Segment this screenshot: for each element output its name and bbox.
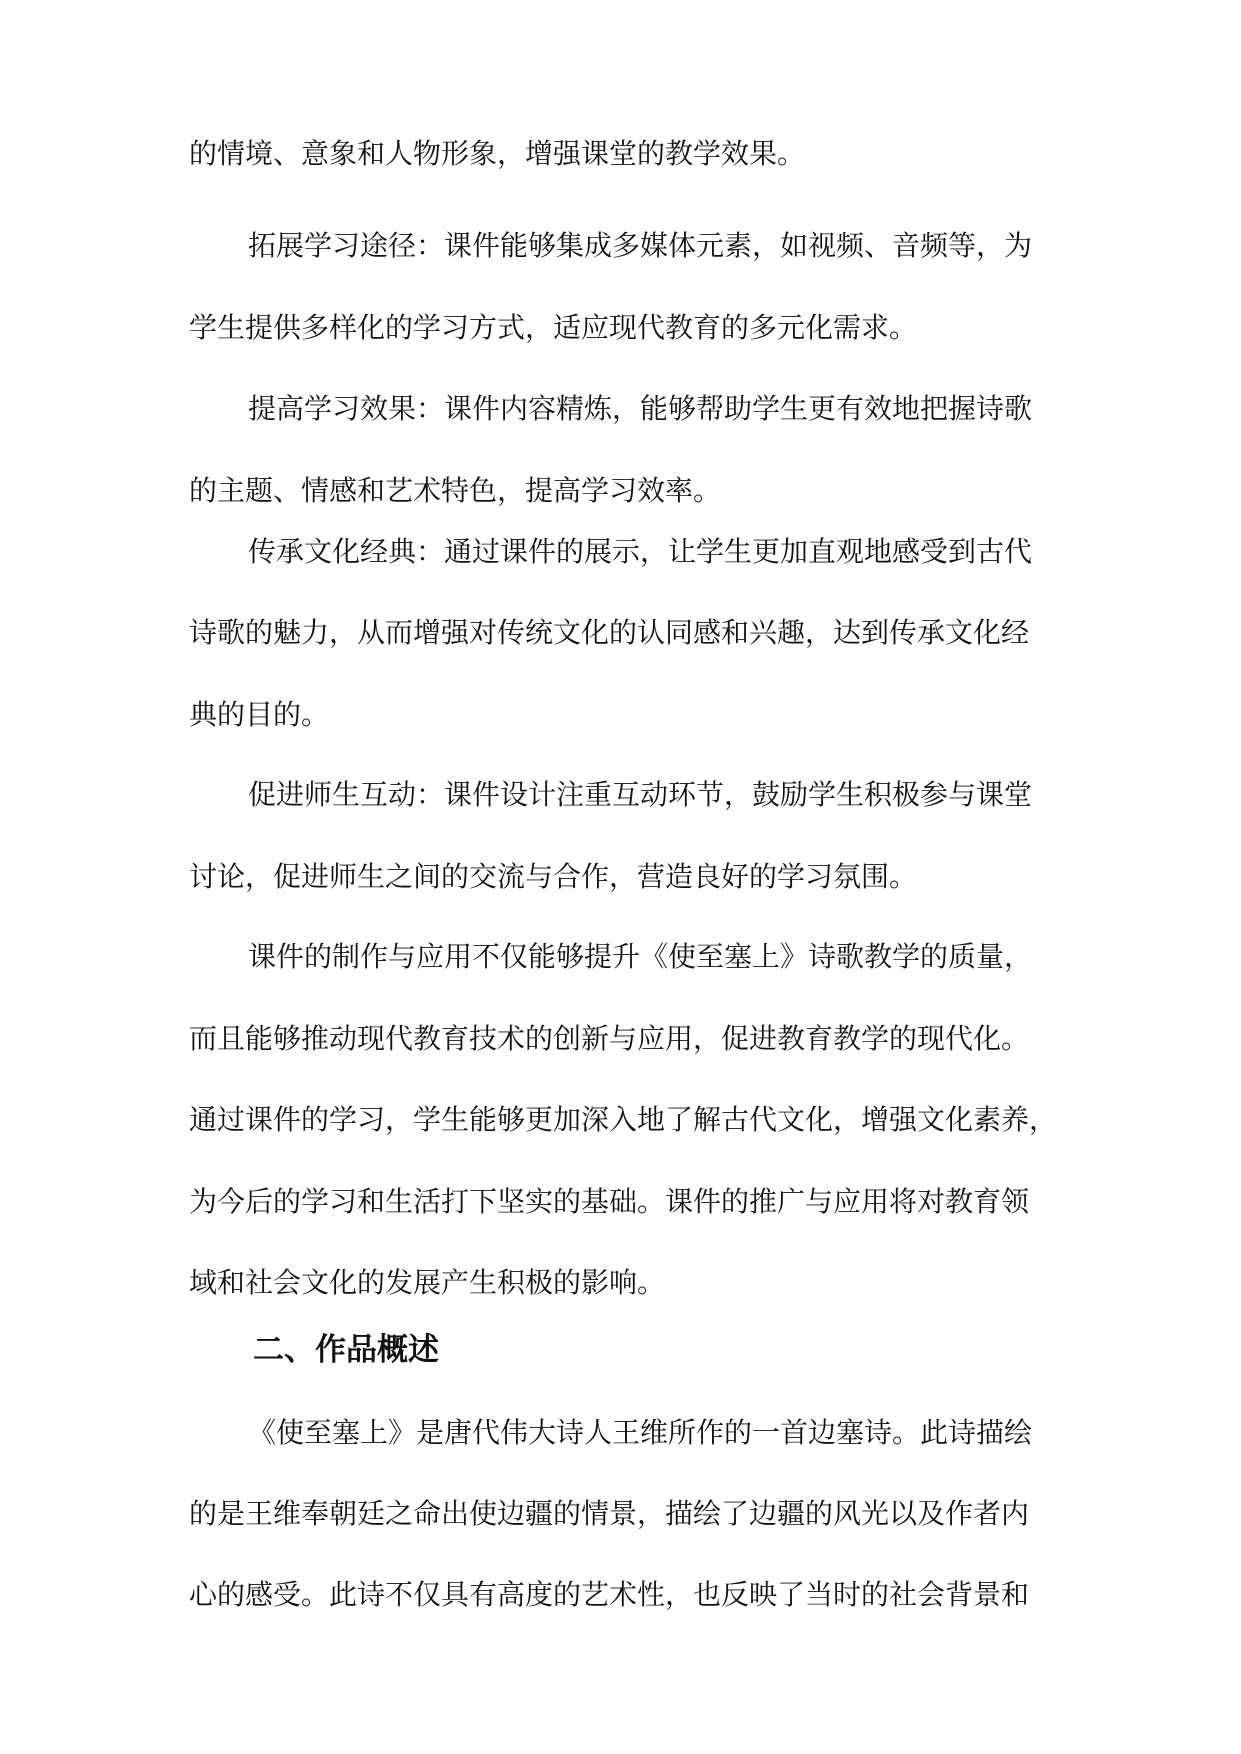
- paragraph-line: 典的目的。: [189, 698, 330, 731]
- paragraph-line: 域和社会文化的发展产生积极的影响。: [189, 1266, 666, 1299]
- paragraph-line: 传承文化经典：通过课件的展示，让学生更加直观地感受到古代: [248, 535, 1033, 568]
- paragraph-line: 提高学习效果：课件内容精炼，能够帮助学生更有效地把握诗歌: [248, 392, 1033, 425]
- paragraph-line: 通过课件的学习，学生能够更加深入地了解古代文化，增强文化素养，: [189, 1103, 1058, 1136]
- paragraph-line: 促进师生互动：课件设计注重互动环节，鼓励学生积极参与课堂: [248, 778, 1033, 811]
- section-heading: 二、作品概述: [253, 1332, 439, 1368]
- paragraph-line: 心的感受。此诗不仅具有高度的艺术性，也反映了当时的社会背景和: [189, 1578, 1030, 1611]
- paragraph-line: 讨论，促进师生之间的交流与合作，营造良好的学习氛围。: [189, 860, 918, 893]
- paragraph-line: 的情境、意象和人物形象，增强课堂的教学效果。: [189, 137, 806, 170]
- paragraph-line: 《使至塞上》是唐代伟大诗人王维所作的一首边塞诗。此诗描绘: [248, 1416, 1033, 1449]
- paragraph-line: 拓展学习途径：课件能够集成多媒体元素，如视频、音频等，为: [248, 229, 1033, 262]
- paragraph-line: 学生提供多样化的学习方式，适应现代教育的多元化需求。: [189, 311, 918, 344]
- paragraph-line: 的是王维奉朝廷之命出使边疆的情景，描绘了边疆的风光以及作者内: [189, 1497, 1030, 1530]
- paragraph-line: 课件的制作与应用不仅能够提升《使至塞上》诗歌教学的质量，: [248, 940, 1033, 973]
- paragraph-line: 诗歌的魅力，从而增强对传统文化的认同感和兴趣，达到传承文化经: [189, 616, 1030, 649]
- paragraph-line: 而且能够推动现代教育技术的创新与应用，促进教育教学的现代化。: [189, 1022, 1030, 1055]
- paragraph-line: 为今后的学习和生活打下坚实的基础。课件的推广与应用将对教育领: [189, 1185, 1030, 1218]
- paragraph-line: 的主题、情感和艺术特色，提高学习效率。: [189, 474, 722, 507]
